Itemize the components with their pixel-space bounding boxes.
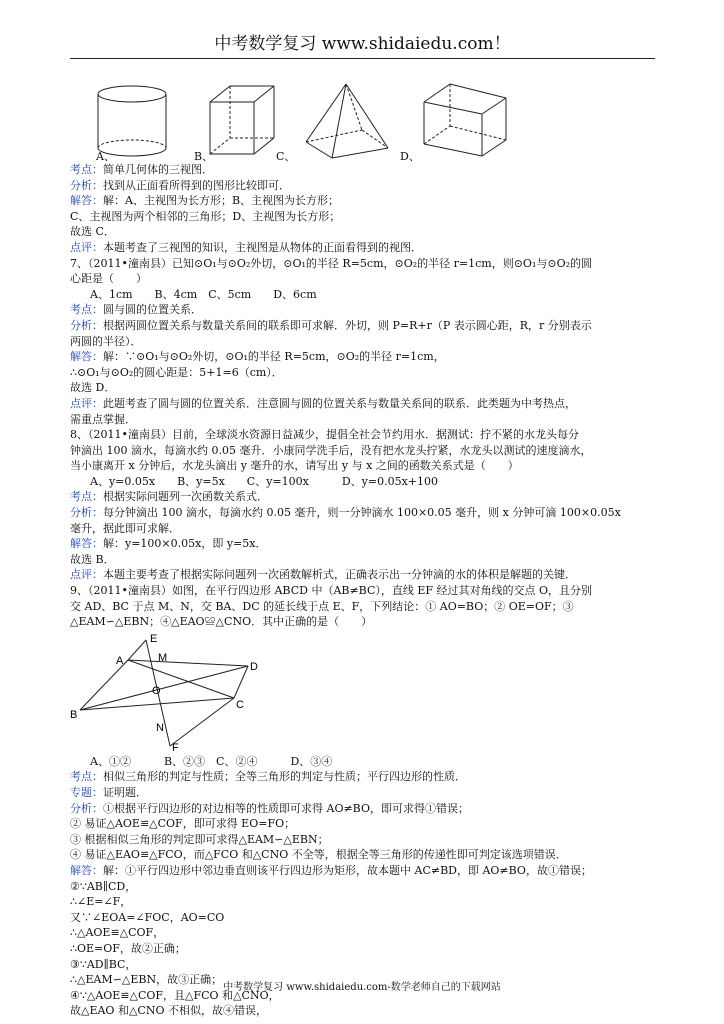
extension-dc	[170, 698, 234, 746]
q9-jieda-2: ②∵AB∥CD，	[70, 879, 137, 893]
label-f: F	[172, 741, 179, 752]
q9-jieda-7: ③∵AD∥BC，	[70, 957, 137, 971]
q8-dianping: 点评：本题主要考查了根据实际问题列一次函数解析式，正确表示出一分钟滴的水的体积是解题的关键．	[70, 568, 576, 582]
q9-jieda: 解答：解：①平行四边形中邻边垂直则该平行四边形为矩形，故本题中 AC≠BD，即 AO≠BO，故①错误；	[70, 863, 592, 877]
q9-jieda-5: ∴△AOE≌△COF，	[70, 926, 165, 940]
page-footer	[0, 978, 724, 993]
solid-figures	[70, 82, 660, 162]
q7-options: A、1cm B、4cm C、5cm D、6cm	[90, 287, 317, 301]
side-cd	[234, 666, 248, 698]
q7-jieda: 解答：解：∵⊙O₁与⊙O₂外切，⊙O₁的半径 R=5cm，⊙O₂的半径 r=1cm，	[70, 350, 445, 364]
q8-options: A、y=0.05x B、y=5x C、y=100x D、y=0.05x+100	[90, 474, 438, 488]
q8-stem-cont-2: 当小康离开 x 分钟后，水龙头滴出 y 毫升的水，请写出 y 与 x 之间的函数关系式是（ ）	[70, 459, 519, 473]
q6-fenxi: 分析：找到从正面看所得到的图形比较即可．	[70, 178, 290, 192]
q9-zhuanti: 专题：证明题．	[70, 786, 147, 799]
q9-fenxi: 分析：①根据平行四边形的对边相等的性质即可求得 AO≠BO，即可求得①错误；	[70, 801, 469, 815]
q7-jieda-cont: ∴⊙O₁与⊙O₂的圆心距是：5+1=6（cm）．	[70, 365, 283, 379]
q6-answer: 故选 C．	[70, 225, 115, 239]
q8-jieda: 解答：解：y=100×0.05x，即 y=5x．	[70, 537, 267, 551]
label-b: B	[70, 708, 78, 721]
q9-jieda-6: ∴OE=OF，故②正确；	[70, 941, 186, 955]
header-title: 中考数学复习 www.shidaiedu.com！	[214, 34, 511, 54]
q9-fenxi-2: ② 易证△AOE≌△COF，即可求得 EO=FO；	[70, 817, 296, 831]
q7-stem: 7、（2011•潼南县）已知⊙O₁与⊙O₂外切，⊙O₁的半径 R=5cm，⊙O₂的半径 r=1cm，则⊙O₁与⊙O₂的圆	[70, 256, 592, 270]
label-o: O	[152, 684, 161, 697]
q8-answer: 故选 B．	[70, 552, 115, 566]
q7-answer: 故选 D．	[70, 381, 116, 395]
q7-fenxi: 分析：根据两圆位置关系与数量关系间的联系即可求解．外切，则 P=R+r（P 表示圆心距，R，r 分别表示	[70, 318, 592, 332]
q7-kaodian: 考点：圆与圆的位置关系．	[70, 303, 202, 317]
diagonal-ac	[128, 660, 234, 698]
q9-stem-cont-2: △EAM∽△EBN；④△EAO≌△CNO．其中正确的是（ ）	[70, 615, 373, 629]
figure-label-c: C、	[276, 150, 296, 163]
q9-jieda-8: ∴△EAM∽△EBN，故③正确；	[70, 973, 223, 987]
q8-stem-cont-1: 钟滴出 100 滴水，每滴水约 0.05 毫升．小康同学洗手后，没有把水龙头拧紧，水龙头以测试的速度滴水，	[70, 443, 592, 457]
label-a: A	[116, 654, 124, 667]
q9-jieda-10: 故△EAO 和△CNO 不相似，故④错误，	[70, 1004, 267, 1018]
label-m: M	[158, 651, 168, 664]
q9-kaodian: 考点：相似三角形的判定与性质；全等三角形的判定与性质；平行四边形的性质．	[70, 770, 466, 784]
parallelogram-diagram	[70, 634, 660, 752]
q9-jieda-3: ∴∠E=∠F，	[70, 895, 132, 909]
document-body	[70, 82, 660, 1019]
q8-kaodian: 考点：根据实际问题列一次函数关系式．	[70, 490, 268, 504]
side-ab	[80, 660, 128, 710]
label-n: N	[156, 721, 164, 734]
side-ad	[128, 660, 248, 666]
q6-jieda-cont: C、主视图为两个相邻的三角形；D、主视图为长方形；	[70, 209, 341, 223]
q9-stem-cont-1: 交 AD、BC 于点 M、N，交 BA、DC 的延长线于点 E、F，下列结论：① AO=BO；② OE=OF；③	[70, 599, 574, 613]
q6-jieda: 解答：解：A、主视图为长方形；B、主视图为长方形；	[70, 194, 340, 208]
q9-fenxi-3: ③ 根据相似三角形的判定即可求得△EAM∽△EBN；	[70, 832, 329, 846]
figure-label-a: A、	[96, 150, 115, 163]
q8-fenxi-cont: 毫升，据此即可求解．	[70, 521, 180, 535]
q7-dianping: 点评：此题考查了圆与圆的位置关系．注意圆与圆的位置关系与数量关系间的联系．此类题为中考热点，	[70, 396, 576, 410]
q9-jieda-4: 又∵∠EOA=∠FOC，AO=CO	[70, 910, 225, 924]
page-header	[70, 30, 655, 59]
figure-label-b: B、	[194, 150, 214, 163]
q8-stem: 8、（2011•潼南县）目前，全球淡水资源日益减少，提倡全社会节约用水．据测试：拧不紧的水龙头每分	[70, 428, 579, 442]
q7-stem-cont: 心距是（ ）	[70, 272, 147, 286]
figure-label-d: D、	[400, 150, 420, 163]
q8-fenxi: 分析：每分钟滴出 100 滴水，每滴水约 0.05 毫升，则一分钟滴水 100×0.05 毫升，则 x 分钟可滴 100×0.05x	[70, 506, 621, 520]
footer-text: 中考数学复习 www.shidaiedu.com-数学老师自己的下载网站	[223, 982, 501, 993]
q6-dianping: 点评：本题考查了三视图的知识，主视图是从物体的正面看得到的视图．	[70, 240, 422, 254]
prism-figure	[422, 82, 512, 162]
q9-stem: 9、（2011•潼南县）如图，在平行四边形 ABCD 中（AB≠BC），直线 EF 经过其对角线的交点 O，且分别	[70, 584, 593, 598]
pyramid-figure	[302, 82, 392, 162]
q9-jieda-9: ④∵△AOE≌△COF，且△FCO 和△CNO，	[70, 988, 280, 1002]
q9-options: A、①② B、②③ C、②④ D、③④	[90, 754, 333, 768]
q7-dianping-cont: 需重点掌握．	[70, 412, 136, 426]
label-d: D	[250, 660, 258, 673]
q6-kaodian: 考点：简单几何体的三视图．	[70, 163, 213, 176]
q7-fenxi-cont: 两圆的半径）．	[70, 334, 142, 348]
extension-ba	[128, 640, 146, 660]
q9-fenxi-4: ④ 易证△EAO≌△FCO，而△FCO 和△CNO 不全等，根据全等三角形的传递性即可判定该选项错误．	[70, 848, 567, 862]
label-e: E	[150, 633, 158, 645]
label-c: C	[236, 698, 244, 711]
